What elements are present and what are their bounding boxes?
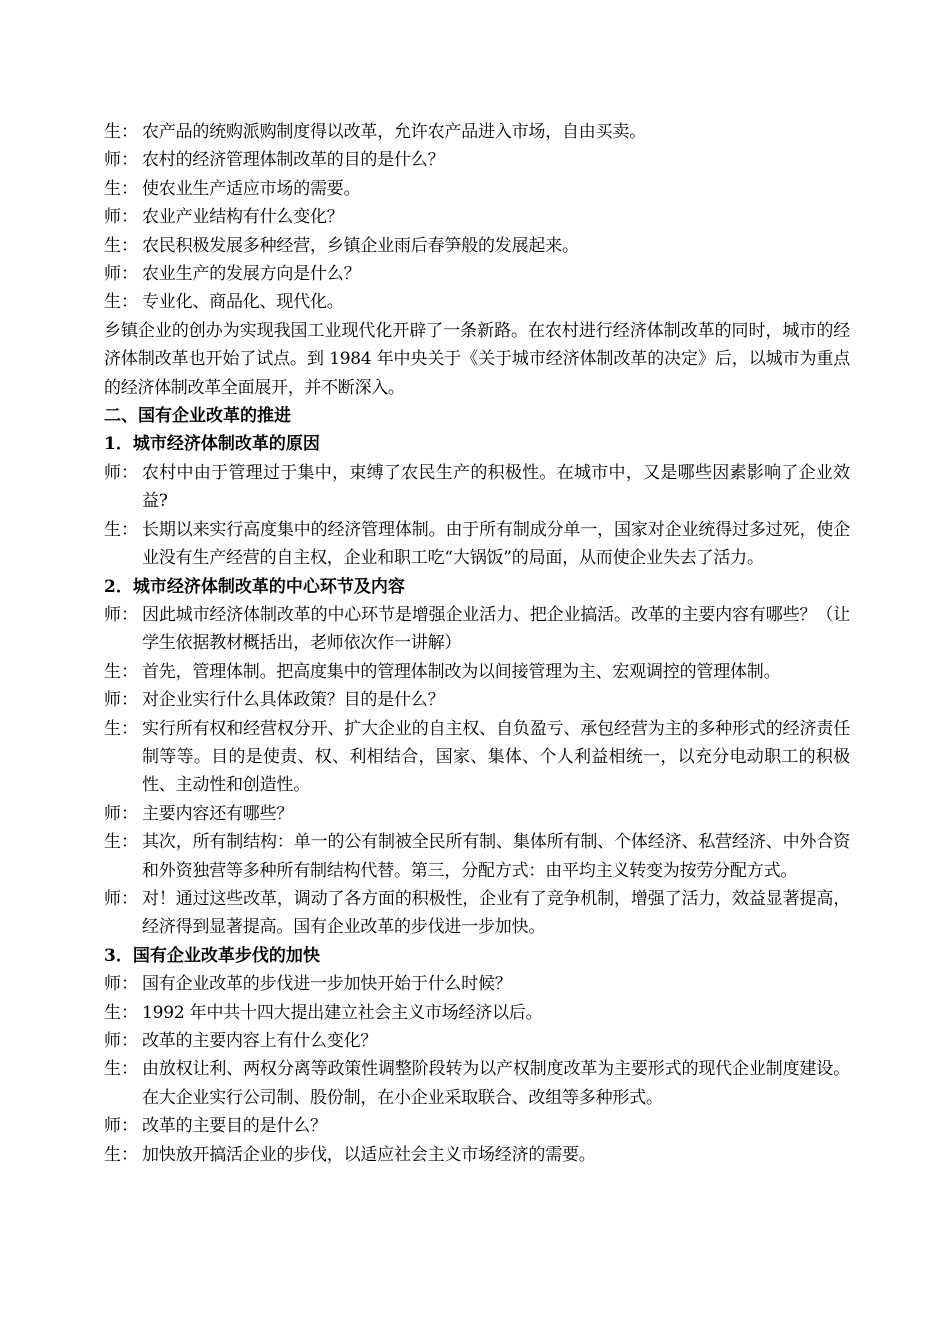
speaker-label: 生： (104, 1059, 138, 1080)
dialogue-text: 首先，管理体制。把高度集中的管理体制改为以间接管理为主、宏观调控的管理体制。 (142, 661, 781, 682)
speaker-label: 师： (104, 888, 138, 909)
dialogue-text: 加快放开搞活企业的步伐，以适应社会主义市场经济的需要。 (142, 1144, 596, 1165)
dialogue-text: 农业生产的发展方向是什么？ (142, 264, 361, 285)
speaker-label: 生： (104, 832, 138, 853)
dialogue-text: 农产品的统购派购制度得以改革，允许农产品进入市场，自由买卖。 (142, 122, 646, 142)
dialogue-text: 实行所有权和经营权分开、扩大企业的自主权、自负盈亏、承包经营为主的多种形式的经济责任制等等。目的是使责、权、利相结合，国家、集体、个人利益相统一，以充分电动职工的积极性、主动性和创造性。 (142, 718, 850, 796)
section-heading: 2．城市经济体制改革的中心环节及内容 (104, 576, 405, 597)
dialogue-text: 专业化、商品化、现代化。 (142, 292, 344, 313)
dialogue-line (104, 715, 850, 800)
dialogue-text: 1992 年中共十四大提出建立社会主义市场经济以后。 (142, 1002, 543, 1023)
dialogue-line (104, 203, 850, 231)
speaker-label: 生： (104, 178, 138, 199)
dialogue-text: 因此城市经济体制改革的中心环节是增强企业活力、把企业搞活。改革的主要内容有哪些？（让学生依据教材概括出，老师依次作一讲解） (142, 604, 850, 654)
speaker-label: 生： (104, 661, 138, 682)
speaker-label: 师： (104, 462, 138, 483)
dialogue-line (104, 999, 850, 1027)
dialogue-line (104, 828, 850, 885)
dialogue-line (104, 800, 850, 828)
dialogue-line (104, 232, 850, 260)
speaker-label: 生： (104, 235, 138, 256)
speaker-label: 生： (104, 519, 138, 540)
speaker-label: 生： (104, 1002, 138, 1023)
dialogue-text: 其次，所有制结构：单一的公有制被全民所有制、集体所有制、个体经济、私营经济、中外合资和外资独营等多种所有制结构代替。第三，分配方式：由平均主义转变为按劳分配方式。 (142, 832, 850, 881)
speaker-label: 师： (104, 207, 138, 228)
dialogue-text: 对企业实行什么具体政策？目的是什么？ (142, 690, 445, 711)
dialogue-text: 对！通过这些改革，调动了各方面的积极性，企业有了竞争机制，增强了活力，效益显著提高，经济得到显著提高。国有企业改革的步伐进一步加快。 (142, 888, 850, 938)
section-heading: 3．国有企业改革步伐的加快 (104, 945, 320, 966)
speaker-label: 生： (104, 292, 138, 313)
dialogue-line (104, 260, 850, 288)
dialogue-line (104, 686, 850, 714)
dialogue-line (104, 118, 850, 146)
dialogue-line (104, 146, 850, 174)
dialogue-text: 国有企业改革的步伐进一步加快开始于什么时候？ (142, 974, 512, 995)
speaker-label: 师： (104, 1116, 138, 1137)
speaker-label: 师： (104, 803, 138, 824)
dialogue-line (104, 1141, 850, 1169)
dialogue-text: 主要内容还有哪些？ (142, 803, 294, 824)
dialogue-line (104, 288, 850, 316)
speaker-label: 生： (104, 718, 138, 739)
speaker-label: 生： (104, 1144, 138, 1165)
section-heading: 1．城市经济体制改革的原因 (104, 434, 320, 455)
speaker-label: 师： (104, 150, 138, 171)
dialogue-text: 农业产业结构有什么变化？ (142, 207, 344, 228)
dialogue-text: 改革的主要目的是什么？ (142, 1116, 327, 1137)
dialogue-line (104, 1027, 850, 1055)
speaker-label: 师： (104, 1031, 138, 1051)
dialogue-line (104, 459, 850, 516)
document-page (104, 118, 850, 1169)
speaker-label: 师： (104, 974, 138, 995)
dialogue-text: 农村中由于管理过于集中，束缚了农民生产的积极性。在城市中，又是哪些因素影响了企业效益? (142, 462, 850, 512)
speaker-label: 师： (104, 604, 138, 625)
dialogue-line (104, 1055, 850, 1112)
body-paragraph: 乡镇企业的创办为实现我国工业现代化开辟了一条新路。在农村进行经济体制改革的同时，城市的经济体制改革也开始了试点。到 1984 年中央关于《关于城市经济体制改革的决定》后，以城市为重点的经济体制改革全面展开，并不断深入。 (104, 320, 850, 398)
speaker-label: 师： (104, 264, 138, 285)
dialogue-line (104, 658, 850, 686)
speaker-label: 生： (104, 122, 138, 142)
dialogue-text: 农村的经济管理体制改革的目的是什么？ (142, 150, 445, 171)
dialogue-text: 农民积极发展多种经营，乡镇企业雨后春笋般的发展起来。 (142, 235, 579, 256)
dialogue-line (104, 1112, 850, 1140)
dialogue-line (104, 970, 850, 998)
section-heading: 二、国有企业改革的推进 (104, 406, 291, 427)
dialogue-text: 由放权让利、两权分离等政策性调整阶段转为以产权制度改革为主要形式的现代企业制度建设。在大企业实行公司制、股份制，在小企业采取联合、改组等多种形式。 (142, 1059, 850, 1108)
dialogue-line (104, 516, 850, 573)
speaker-label: 师： (104, 690, 138, 711)
dialogue-text: 使农业生产适应市场的需要。 (142, 178, 361, 199)
dialogue-text: 改革的主要内容上有什么变化？ (142, 1031, 378, 1051)
dialogue-line (104, 885, 850, 942)
dialogue-text: 长期以来实行高度集中的经济管理体制。由于所有制成分单一，国家对企业统得过多过死，使企业没有生产经营的自主权，企业和职工吃“大锅饭”的局面，从而使企业失去了活力。 (142, 519, 850, 569)
dialogue-line (104, 175, 850, 203)
dialogue-line (104, 601, 850, 658)
